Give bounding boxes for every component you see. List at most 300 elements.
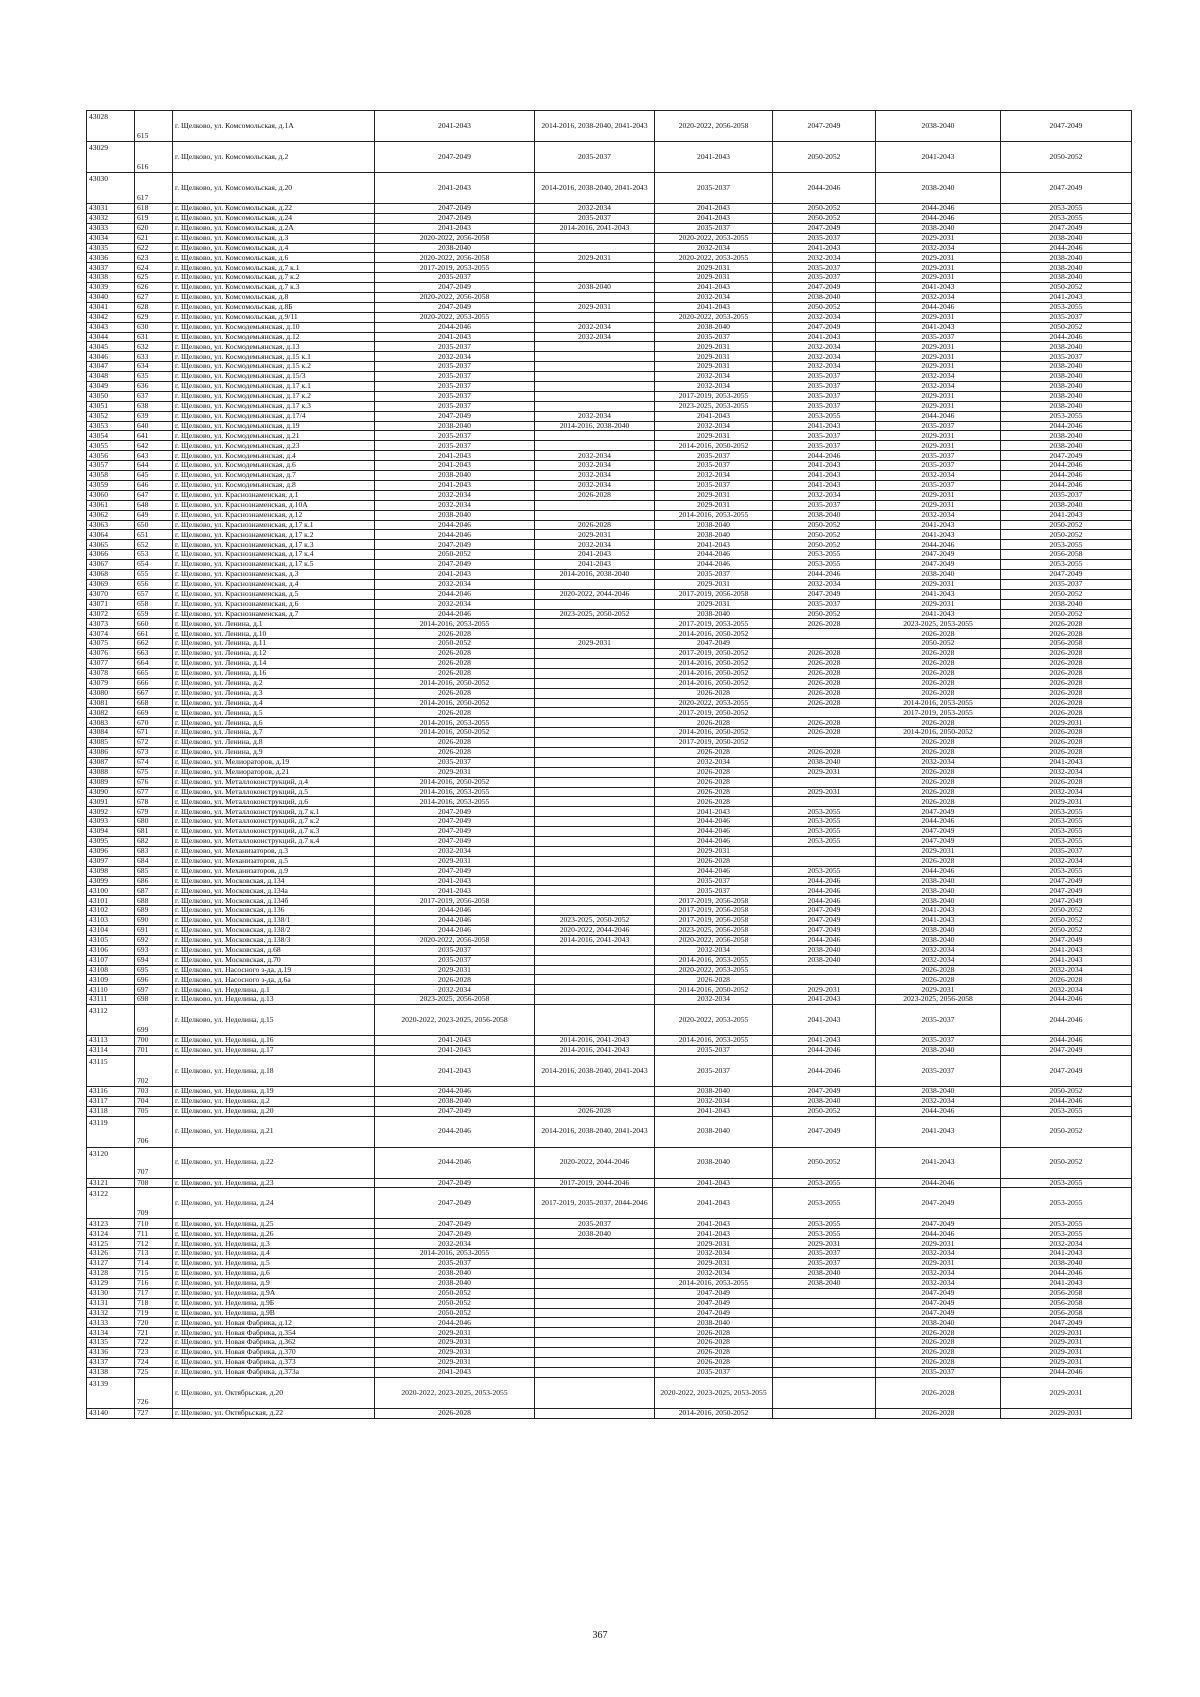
cell-row-id: 43053 — [87, 421, 135, 431]
cell-period-3: 2035-2037 — [655, 1046, 773, 1056]
cell-period-1: 2026-2028 — [375, 629, 535, 639]
cell-row-id: 43126 — [87, 1249, 135, 1259]
table-row — [87, 401, 1132, 411]
cell-row-id: 43080 — [87, 688, 135, 698]
table-row — [87, 866, 1132, 876]
cell-address: г. Щелково, ул. Космодемьянская, д.13 — [173, 342, 375, 352]
cell-period-4: 2038-2040 — [773, 510, 876, 520]
cell-period-3: 2026-2028 — [655, 975, 773, 985]
table-row — [87, 995, 1132, 1005]
cell-period-4 — [773, 975, 876, 985]
cell-address: г. Щелково, ул. Неделина, д.9 — [173, 1278, 375, 1288]
cell-period-6: 2056-2058 — [1001, 639, 1132, 649]
cell-period-6: 2026-2028 — [1001, 738, 1132, 748]
cell-period-4 — [773, 1408, 876, 1418]
cell-period-1: 2035-2037 — [375, 431, 535, 441]
cell-period-3: 2014-2016, 2050-2052 — [655, 629, 773, 639]
table-row — [87, 530, 1132, 540]
cell-address: г. Щелково, ул. Ленина, д.2 — [173, 678, 375, 688]
cell-period-2 — [535, 391, 655, 401]
cell-period-1: 2032-2034 — [375, 985, 535, 995]
cell-period-5: 2038-2040 — [876, 1318, 1001, 1328]
cell-period-5: 2026-2028 — [876, 965, 1001, 975]
cell-row-id: 43086 — [87, 747, 135, 757]
table-row — [87, 955, 1132, 965]
cell-period-6: 2053-2055 — [1001, 807, 1132, 817]
cell-period-5: 2047-2049 — [876, 827, 1001, 837]
table-row — [87, 1005, 1132, 1036]
cell-period-3: 2038-2040 — [655, 609, 773, 619]
table-row — [87, 223, 1132, 233]
cell-item-number: 629 — [135, 312, 173, 322]
cell-period-6: 2041-2043 — [1001, 293, 1132, 303]
cell-period-3: 2017-2019, 2053-2055 — [655, 619, 773, 629]
table-row — [87, 1328, 1132, 1338]
cell-period-6: 2056-2058 — [1001, 1298, 1132, 1308]
cell-period-4: 2026-2028 — [773, 718, 876, 728]
cell-period-6: 2044-2046 — [1001, 1036, 1132, 1046]
cell-address: г. Щелково, ул. Краснознаменская, д.7 — [173, 609, 375, 619]
cell-period-1: 2038-2040 — [375, 1096, 535, 1106]
table-row — [87, 520, 1132, 530]
cell-period-4: 2035-2037 — [773, 382, 876, 392]
cell-row-id: 43039 — [87, 283, 135, 293]
cell-period-3: 2029-2031 — [655, 490, 773, 500]
cell-period-3: 2044-2046 — [655, 560, 773, 570]
cell-period-6: 2053-2055 — [1001, 411, 1132, 421]
cell-address: г. Щелково, ул. Комсомольская, д.7 к.3 — [173, 283, 375, 293]
cell-period-4: 2026-2028 — [773, 649, 876, 659]
cell-period-2 — [535, 807, 655, 817]
cell-period-2: 2023-2025, 2050-2052 — [535, 916, 655, 926]
cell-period-2 — [535, 1408, 655, 1418]
cell-row-id: 43082 — [87, 708, 135, 718]
cell-address: г. Щелково, ул. Космодемьянская, д.4 — [173, 451, 375, 461]
cell-row-id: 43062 — [87, 510, 135, 520]
cell-address: г. Щелково, ул. Новая Фабрика, д.362 — [173, 1338, 375, 1348]
cell-address: г. Щелково, ул. Комсомольская, д.8 — [173, 293, 375, 303]
cell-period-1: 2035-2037 — [375, 372, 535, 382]
cell-address: г. Щелково, ул. Космодемьянская, д.17 к.1 — [173, 382, 375, 392]
cell-period-2 — [535, 906, 655, 916]
cell-period-6: 2056-2058 — [1001, 1288, 1132, 1298]
cell-item-number: 676 — [135, 777, 173, 787]
cell-row-id: 43112 — [87, 1005, 135, 1036]
cell-period-6: 2029-2031 — [1001, 1328, 1132, 1338]
cell-period-2 — [535, 866, 655, 876]
cell-period-5: 2032-2034 — [876, 382, 1001, 392]
cell-period-4: 2026-2028 — [773, 678, 876, 688]
cell-period-1: 2047-2049 — [375, 1229, 535, 1239]
cell-period-2 — [535, 1308, 655, 1318]
cell-item-number: 624 — [135, 263, 173, 273]
cell-period-2: 2014-2016, 2038-2040 — [535, 569, 655, 579]
cell-period-4: 2041-2043 — [773, 480, 876, 490]
table-row — [87, 1278, 1132, 1288]
cell-period-6: 2050-2052 — [1001, 1147, 1132, 1178]
cell-period-6: 2047-2049 — [1001, 896, 1132, 906]
table-row — [87, 1096, 1132, 1106]
table-row — [87, 817, 1132, 827]
cell-period-2: 2035-2037 — [535, 213, 655, 223]
cell-item-number: 720 — [135, 1318, 173, 1328]
cell-period-6: 2038-2040 — [1001, 273, 1132, 283]
cell-period-2 — [535, 856, 655, 866]
cell-period-4: 2038-2040 — [773, 1096, 876, 1106]
cell-period-1: 2047-2049 — [375, 1106, 535, 1116]
cell-period-6: 2032-2034 — [1001, 787, 1132, 797]
cell-period-2: 2014-2016, 2038-2040, 2041-2043 — [535, 1055, 655, 1086]
table-row — [87, 421, 1132, 431]
cell-period-1: 2044-2046 — [375, 520, 535, 530]
cell-period-5: 2044-2046 — [876, 1178, 1001, 1188]
cell-period-3: 2041-2043 — [655, 411, 773, 421]
cell-period-6: 2050-2052 — [1001, 530, 1132, 540]
cell-address: г. Щелково, ул. Космодемьянская, д.15 к.1 — [173, 352, 375, 362]
cell-period-6: 2047-2049 — [1001, 876, 1132, 886]
cell-period-2 — [535, 668, 655, 678]
cell-period-2 — [535, 1357, 655, 1367]
cell-period-2 — [535, 362, 655, 372]
table-row — [87, 757, 1132, 767]
cell-period-3: 2038-2040 — [655, 530, 773, 540]
cell-item-number: 665 — [135, 668, 173, 678]
cell-period-2 — [535, 352, 655, 362]
cell-item-number: 662 — [135, 639, 173, 649]
cell-period-4: 2053-2055 — [773, 550, 876, 560]
cell-period-6: 2032-2034 — [1001, 1239, 1132, 1249]
cell-period-2: 2032-2034 — [535, 451, 655, 461]
cell-period-1: 2044-2046 — [375, 926, 535, 936]
cell-period-1: 2041-2043 — [375, 451, 535, 461]
cell-period-5: 2029-2031 — [876, 342, 1001, 352]
cell-item-number: 654 — [135, 560, 173, 570]
cell-row-id: 43074 — [87, 629, 135, 639]
cell-period-5: 2026-2028 — [876, 856, 1001, 866]
cell-period-6: 2035-2037 — [1001, 490, 1132, 500]
cell-period-2: 2032-2034 — [535, 540, 655, 550]
table-row — [87, 1318, 1132, 1328]
cell-period-5: 2026-2028 — [876, 688, 1001, 698]
cell-period-3: 2032-2034 — [655, 372, 773, 382]
cell-period-2 — [535, 293, 655, 303]
cell-period-1: 2047-2049 — [375, 204, 535, 214]
table-row — [87, 213, 1132, 223]
cell-address: г. Щелково, ул. Московская, д.138/1 — [173, 916, 375, 926]
cell-row-id: 43041 — [87, 302, 135, 312]
cell-period-4: 2041-2043 — [773, 332, 876, 342]
cell-period-3: 2026-2028 — [655, 767, 773, 777]
cell-period-2: 2029-2031 — [535, 639, 655, 649]
cell-item-number: 637 — [135, 391, 173, 401]
cell-row-id: 43037 — [87, 263, 135, 273]
cell-period-3: 2038-2040 — [655, 1147, 773, 1178]
cell-period-4 — [773, 777, 876, 787]
cell-row-id: 43097 — [87, 856, 135, 866]
cell-address: г. Щелково, ул. Неделина, д.23 — [173, 1178, 375, 1188]
table-row — [87, 471, 1132, 481]
cell-address: г. Щелково, ул. Механизаторов, д.5 — [173, 856, 375, 866]
cell-period-3: 2032-2034 — [655, 421, 773, 431]
cell-row-id: 43103 — [87, 916, 135, 926]
cell-item-number: 664 — [135, 658, 173, 668]
cell-item-number: 670 — [135, 718, 173, 728]
cell-period-3: 2038-2040 — [655, 520, 773, 530]
cell-row-id: 43131 — [87, 1298, 135, 1308]
cell-period-3: 2026-2028 — [655, 1338, 773, 1348]
cell-period-5: 2029-2031 — [876, 431, 1001, 441]
table-row — [87, 441, 1132, 451]
cell-period-2 — [535, 1249, 655, 1259]
table-row — [87, 906, 1132, 916]
table-row — [87, 391, 1132, 401]
cell-period-1: 2035-2037 — [375, 955, 535, 965]
table-row — [87, 767, 1132, 777]
cell-period-1: 2041-2043 — [375, 461, 535, 471]
cell-address: г. Щелково, ул. Ленина, д.16 — [173, 668, 375, 678]
cell-item-number: 648 — [135, 500, 173, 510]
cell-period-2 — [535, 896, 655, 906]
table-row — [87, 1288, 1132, 1298]
cell-period-6: 2026-2028 — [1001, 658, 1132, 668]
cell-period-3: 2044-2046 — [655, 866, 773, 876]
cell-period-5: 2041-2043 — [876, 589, 1001, 599]
cell-period-5: 2023-2025, 2056-2058 — [876, 995, 1001, 1005]
table-row — [87, 1219, 1132, 1229]
cell-period-4: 2053-2055 — [773, 827, 876, 837]
cell-period-6: 2047-2049 — [1001, 935, 1132, 945]
cell-address: г. Щелково, ул. Октябрьская, д.20 — [173, 1377, 375, 1408]
cell-period-3: 2017-2019, 2056-2058 — [655, 906, 773, 916]
cell-address: г. Щелково, ул. Неделина, д.6 — [173, 1268, 375, 1278]
cell-address: г. Щелково, ул. Неделина, д.1 — [173, 985, 375, 995]
cell-period-3: 2044-2046 — [655, 827, 773, 837]
cell-period-2: 2017-2019, 2044-2046 — [535, 1178, 655, 1188]
cell-row-id: 43113 — [87, 1036, 135, 1046]
cell-period-5: 2041-2043 — [876, 520, 1001, 530]
cell-address: г. Щелково, ул. Московская, д.68 — [173, 945, 375, 955]
cell-period-1: 2032-2034 — [375, 1239, 535, 1249]
cell-period-1: 2041-2043 — [375, 223, 535, 233]
cell-period-2: 2014-2016, 2041-2043 — [535, 1036, 655, 1046]
cell-period-1: 2047-2049 — [375, 866, 535, 876]
cell-address: г. Щелково, ул. Ленина, д.10 — [173, 629, 375, 639]
cell-period-5: 2026-2028 — [876, 649, 1001, 659]
cell-item-number: 651 — [135, 530, 173, 540]
cell-period-6: 2053-2055 — [1001, 213, 1132, 223]
cell-address: г. Щелково, ул. Космодемьянская, д.7 — [173, 471, 375, 481]
cell-address: г. Щелково, ул. Новая Фабрика, д.370 — [173, 1348, 375, 1358]
cell-period-5: 2044-2046 — [876, 204, 1001, 214]
cell-period-5: 2029-2031 — [876, 579, 1001, 589]
cell-period-3: 2047-2049 — [655, 1308, 773, 1318]
table-row — [87, 777, 1132, 787]
cell-period-5: 2044-2046 — [876, 540, 1001, 550]
cell-row-id: 43077 — [87, 658, 135, 668]
cell-item-number: 666 — [135, 678, 173, 688]
table-row — [87, 302, 1132, 312]
cell-period-4 — [773, 1318, 876, 1328]
cell-period-1: 2026-2028 — [375, 975, 535, 985]
cell-period-3: 2041-2043 — [655, 540, 773, 550]
cell-row-id: 43100 — [87, 886, 135, 896]
cell-period-3: 2026-2028 — [655, 688, 773, 698]
cell-period-4: 2044-2046 — [773, 876, 876, 886]
cell-item-number: 710 — [135, 1219, 173, 1229]
table-row — [87, 965, 1132, 975]
cell-address: г. Щелково, ул. Металлоконструкций, д.4 — [173, 777, 375, 787]
cell-period-6: 2044-2046 — [1001, 332, 1132, 342]
cell-period-6: 2035-2037 — [1001, 352, 1132, 362]
table-row — [87, 1408, 1132, 1418]
cell-period-1: 2032-2034 — [375, 500, 535, 510]
cell-period-6: 2053-2055 — [1001, 560, 1132, 570]
cell-period-3: 2017-2019, 2056-2058 — [655, 916, 773, 926]
cell-period-5: 2029-2031 — [876, 401, 1001, 411]
cell-period-5: 2026-2028 — [876, 658, 1001, 668]
cell-item-number: 618 — [135, 204, 173, 214]
cell-address: г. Щелково, ул. Краснознаменская, д.10А — [173, 500, 375, 510]
cell-row-id: 43132 — [87, 1308, 135, 1318]
table-row — [87, 431, 1132, 441]
cell-period-1: 2020-2022, 2056-2058 — [375, 935, 535, 945]
cell-period-4: 2050-2052 — [773, 609, 876, 619]
cell-period-4: 2035-2037 — [773, 372, 876, 382]
cell-period-2: 2014-2016, 2038-2040, 2041-2043 — [535, 173, 655, 204]
cell-period-4: 2032-2034 — [773, 490, 876, 500]
cell-period-5: 2044-2046 — [876, 213, 1001, 223]
cell-row-id: 43063 — [87, 520, 135, 530]
cell-period-6: 2047-2049 — [1001, 173, 1132, 204]
cell-item-number: 677 — [135, 787, 173, 797]
cell-address: г. Щелково, ул. Московская, д.70 — [173, 955, 375, 965]
table-row — [87, 1338, 1132, 1348]
table-row — [87, 362, 1132, 372]
cell-row-id: 43101 — [87, 896, 135, 906]
cell-period-3: 2038-2040 — [655, 322, 773, 332]
cell-item-number: 696 — [135, 975, 173, 985]
cell-period-4: 2041-2043 — [773, 1005, 876, 1036]
cell-period-3: 2026-2028 — [655, 797, 773, 807]
cell-period-1: 2047-2049 — [375, 213, 535, 223]
cell-period-4: 2032-2034 — [773, 579, 876, 589]
cell-period-5: 2032-2034 — [876, 293, 1001, 303]
table-row — [87, 451, 1132, 461]
table-row — [87, 1268, 1132, 1278]
cell-period-5: 2047-2049 — [876, 837, 1001, 847]
cell-address: г. Щелково, ул. Краснознаменская, д.17 к.4 — [173, 550, 375, 560]
cell-row-id: 43096 — [87, 846, 135, 856]
cell-period-4: 2032-2034 — [773, 312, 876, 322]
cell-address: г. Щелково, ул. Неделина, д.3 — [173, 1239, 375, 1249]
cell-item-number: 632 — [135, 342, 173, 352]
cell-period-2 — [535, 579, 655, 589]
cell-period-5: 2029-2031 — [876, 253, 1001, 263]
table-row — [87, 243, 1132, 253]
cell-period-4: 2047-2049 — [773, 111, 876, 142]
cell-address: г. Щелково, ул. Металлоконструкций, д.7 к.2 — [173, 817, 375, 827]
cell-address: г. Щелково, ул. Краснознаменская, д.12 — [173, 510, 375, 520]
cell-period-6: 2032-2034 — [1001, 767, 1132, 777]
cell-period-4: 2050-2052 — [773, 1147, 876, 1178]
cell-address: г. Щелково, ул. Космодемьянская, д.17 к.2 — [173, 391, 375, 401]
cell-period-2 — [535, 649, 655, 659]
cell-row-id: 43058 — [87, 471, 135, 481]
cell-period-5: 2029-2031 — [876, 985, 1001, 995]
cell-period-2 — [535, 431, 655, 441]
cell-period-3: 2020-2022, 2023-2025, 2053-2055 — [655, 1377, 773, 1408]
cell-period-4: 2050-2052 — [773, 540, 876, 550]
cell-address: г. Щелково, ул. Краснознаменская, д.4 — [173, 579, 375, 589]
cell-period-6: 2038-2040 — [1001, 1259, 1132, 1269]
cell-period-3: 2035-2037 — [655, 886, 773, 896]
cell-period-1: 2044-2046 — [375, 1116, 535, 1147]
cell-period-4: 2035-2037 — [773, 1249, 876, 1259]
cell-period-3: 2014-2016, 2050-2052 — [655, 658, 773, 668]
cell-period-2 — [535, 1288, 655, 1298]
cell-row-id: 43036 — [87, 253, 135, 263]
cell-row-id: 43092 — [87, 807, 135, 817]
cell-period-5: 2026-2028 — [876, 629, 1001, 639]
cell-item-number: 679 — [135, 807, 173, 817]
cell-period-3: 2047-2049 — [655, 639, 773, 649]
cell-period-4: 2050-2052 — [773, 1106, 876, 1116]
cell-period-3: 2041-2043 — [655, 1219, 773, 1229]
table-row — [87, 1116, 1132, 1147]
table-row — [87, 708, 1132, 718]
cell-period-2 — [535, 619, 655, 629]
cell-row-id: 43093 — [87, 817, 135, 827]
cell-row-id: 43133 — [87, 1318, 135, 1328]
cell-period-6: 2056-2058 — [1001, 550, 1132, 560]
cell-period-3: 2020-2022, 2053-2055 — [655, 253, 773, 263]
cell-period-1: 2032-2034 — [375, 599, 535, 609]
cell-row-id: 43040 — [87, 293, 135, 303]
cell-period-1: 2038-2040 — [375, 1278, 535, 1288]
cell-row-id: 43140 — [87, 1408, 135, 1418]
cell-item-number: 645 — [135, 471, 173, 481]
cell-item-number: 669 — [135, 708, 173, 718]
cell-period-2 — [535, 698, 655, 708]
cell-period-1: 2032-2034 — [375, 846, 535, 856]
cell-row-id: 43065 — [87, 540, 135, 550]
cell-period-6: 2050-2052 — [1001, 906, 1132, 916]
cell-period-2: 2026-2028 — [535, 490, 655, 500]
cell-address: г. Щелково, ул. Механизаторов, д.9 — [173, 866, 375, 876]
table-row — [87, 480, 1132, 490]
cell-item-number: 658 — [135, 599, 173, 609]
table-row — [87, 658, 1132, 668]
cell-period-2 — [535, 382, 655, 392]
cell-period-6: 2050-2052 — [1001, 283, 1132, 293]
cell-period-6: 2026-2028 — [1001, 619, 1132, 629]
cell-period-2 — [535, 1318, 655, 1328]
cell-period-3: 2038-2040 — [655, 1116, 773, 1147]
cell-address: г. Щелково, ул. Краснознаменская, д.6 — [173, 599, 375, 609]
cell-period-2 — [535, 876, 655, 886]
cell-period-2: 2014-2016, 2038-2040, 2041-2043 — [535, 1116, 655, 1147]
cell-period-2: 2038-2040 — [535, 283, 655, 293]
cell-period-6: 2041-2043 — [1001, 945, 1132, 955]
cell-period-2 — [535, 510, 655, 520]
cell-period-1: 2029-2031 — [375, 1348, 535, 1358]
cell-period-4: 2053-2055 — [773, 1229, 876, 1239]
cell-period-6: 2047-2049 — [1001, 1318, 1132, 1328]
cell-item-number: 701 — [135, 1046, 173, 1056]
cell-period-6: 2053-2055 — [1001, 204, 1132, 214]
cell-period-1: 2020-2022, 2056-2058 — [375, 293, 535, 303]
cell-period-5: 2017-2019, 2053-2055 — [876, 708, 1001, 718]
